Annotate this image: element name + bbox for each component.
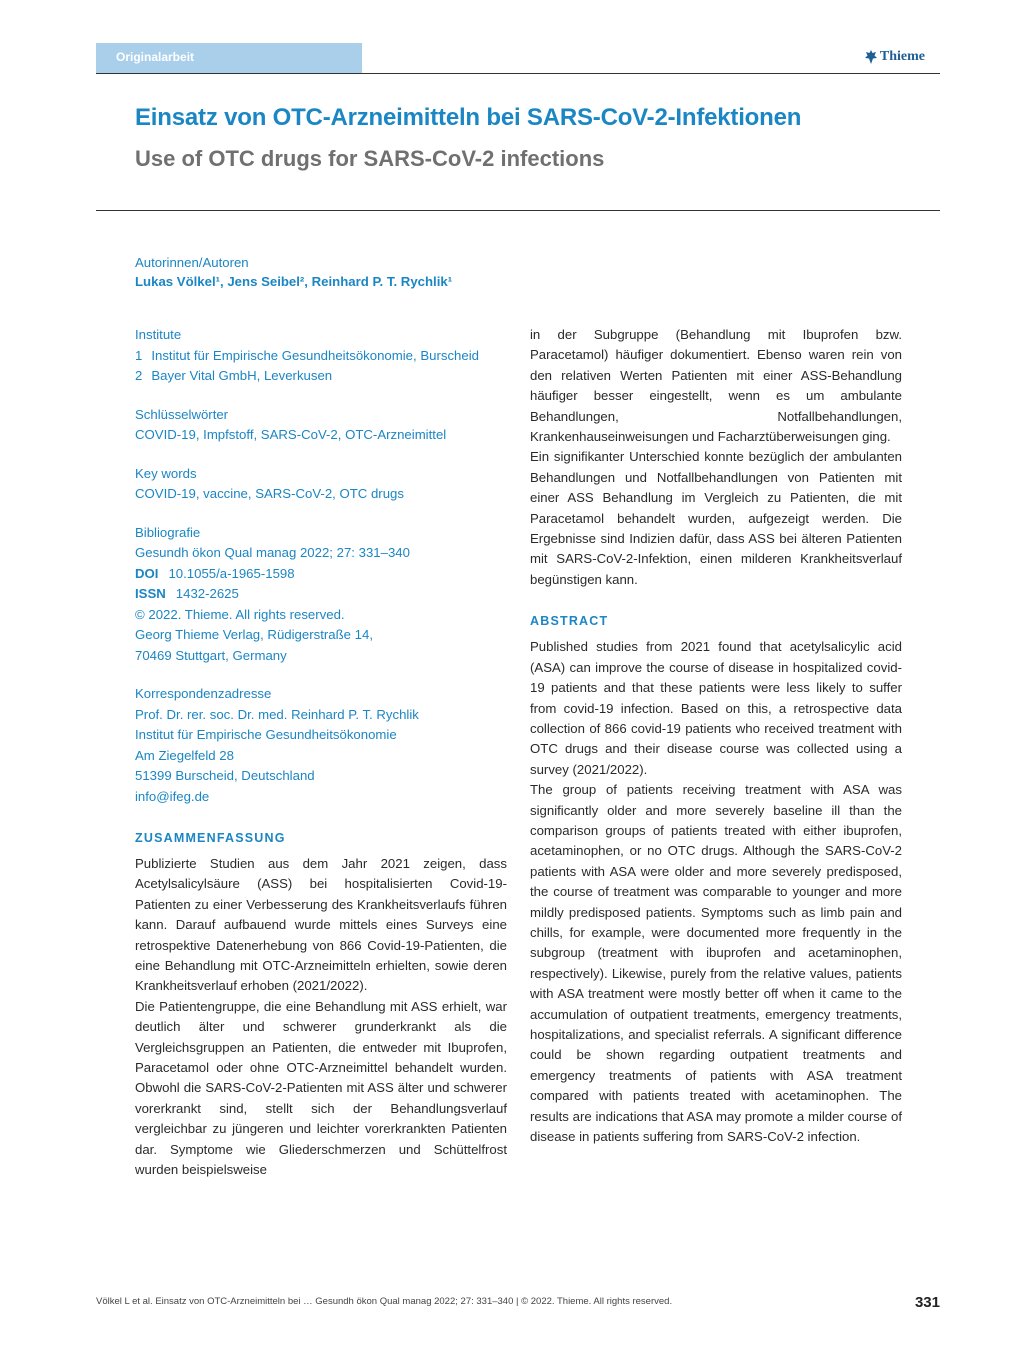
zusammenfassung-paragraph: in der Subgruppe (Behandlung mit Ibuprofen bzw. Paracetamol) häufiger dokumentiert. Ebenso waren rein von den relativen Werten Patienten mit einer ASS-Behandlung häufiger besser eingestellt, wenn es um ambulante Behandlungen, Notfallbehandlungen, Krankenhauseinweisungen und Facharztüberweisungen ging. [530,327,902,445]
institute-number: 1 [135,347,143,363]
doi-link[interactable]: 10.1055/a-1965-1598 [168,565,295,581]
top-rule [96,73,940,74]
page-number: 331 [914,1294,940,1311]
footer-citation: Völkel L et al. Einsatz von OTC-Arzneimitteln bei … Gesundh ökon Qual manag 2022; 27: 331–340 | © 2022. Thieme. All rights reserved. [96,1296,673,1307]
left-column [135,325,507,1181]
keywords-german-text: COVID-19, Impfstoff, SARS-CoV-2, OTC-Arzneimittel [135,427,447,442]
correspondence-line: Institut für Empirische Gesundheitsökonomie [135,727,397,742]
doi-line [135,564,507,585]
institute-text: Institut für Empirische Gesundheitsökonomie, Burscheid [151,347,479,363]
zusammenfassung-continued [530,325,902,590]
institute-item [135,346,507,367]
keywords-english-text: COVID-19, vaccine, SARS-CoV-2, OTC drugs [135,486,404,501]
correspondence-line: 51399 Burscheid, Deutschland [135,768,315,783]
zusammenfassung-paragraph: Publizierte Studien aus dem Jahr 2021 zeigen, dass Acetylsalicylsäure (ASS) bei hospitalisierten Covid-19-Patienten zu einer Verbesserung des Krankheitsverlaufs führen kann. Darauf aufbauend wurde mittels eines Surveys eine retrospektive Datenerhebung von 866 Covid-19-Patienten, die eine Behandlung mit OTC-Arzneimitteln erhielten, sowie deren Krankheitsverlauf erhoben (2021/2022). [135,856,507,994]
correspondence [135,684,507,807]
bibliography [135,523,507,667]
abstract-text [530,637,902,1147]
section-tag: Originalarbeit [96,43,362,74]
logo-text: Thieme [879,49,925,64]
correspondence-heading: Korrespondenzadresse [135,686,272,701]
journal-citation: Gesundh ökon Qual manag 2022; 27: 331–340 [135,545,410,560]
right-column [530,325,902,1147]
keywords-german-heading: Schlüsselwörter [135,406,229,422]
institutes [135,325,507,387]
issn-line [135,584,507,605]
abstract-heading: ABSTRACT [530,614,609,629]
zusammenfassung-paragraph: Die Patientengruppe, die eine Behandlung mit ASS erhielt, war deutlich älter und schwerer grunderkrankt als die Vergleichsgruppen an Patienten, die entweder mit Ibuprofen, Paracetamol oder ohne OTC-Arzneimittel behandelt wurden. Obwohl die SARS-CoV-2-Patienten mit ASS älter und schwerer vorerkrankt sind, stellt sich der Behandlungsverlauf vergleichbar zu jüngeren und leichter vorerkrankten Patienten dar. Symptome wie Gliederschmerzen und Schüttelfrost wurden beispielsweise [135,998,507,1178]
keywords-english-heading: Key words [135,465,197,481]
title-rule [96,210,940,211]
institute-number: 2 [135,368,143,383]
doi-label: DOI [135,565,159,581]
institute-item [135,366,507,387]
abstract-paragraph: Published studies from 2021 found that acetylsalicylic acid (ASA) can improve the course of disease in hospitalized covid-19 patients and that these patients were less likely to suffer from covid-19 infection. Based on this, a retrospective data collection of 866 covid-19 patients who received treatment with OTC drugs and their disease course was collected using a survey (2021/2022). [530,639,902,777]
keywords-german [135,405,507,446]
publisher-logo [865,49,925,65]
copyright: © 2022. Thieme. All rights reserved. [135,606,345,622]
abstract-paragraph: The group of patients receiving treatment with ASA was significantly older and more severely baseline ill than the comparison groups of patients treated with either ibuprofen, acetaminophen, or no OTC drugs. Although the SARS-CoV-2 patients with ASA were older and more severely predisposed, the course of treatment was comparable to younger and more mildly predisposed patients. Symptoms such as limb pain and chills, for example, were documented more frequently in the subgroup (treatment with ibuprofen and acetaminophen, respectively). Likewise, purely from the relative values, patients with ASA treatment were mostly better off when it came to the accumulation of outpatient treatments, emergency treatments, hospitalizations, and specialist referrals. A significant difference could be shown regarding outpatient treatments and emergency treatments of patients with ASA treatment compared with patients treated with acetaminophen. The results are indications that ASA may promote a milder course of disease in patients suffering from SARS-CoV-2 infection. [530,782,902,1145]
publisher-city: 70469 Stuttgart, Germany [135,647,287,663]
zusammenfassung-text [135,854,507,1181]
institutes-heading: Institute [135,327,182,342]
keywords-english [135,464,507,505]
publisher-address: Georg Thieme Verlag, Rüdigerstraße 14, [135,627,373,642]
title-english: Use of OTC drugs for SARS-CoV-2 infections [135,146,605,171]
title-german: Einsatz von OTC-Arzneimitteln bei SARS-CoV-2-Infektionen [135,104,802,131]
institute-text: Bayer Vital GmbH, Leverkusen [151,368,333,383]
correspondence-line: Prof. Dr. rer. soc. Dr. med. Reinhard P. T. Rychlik [135,706,419,722]
correspondence-line: Am Ziegelfeld 28 [135,747,234,763]
authors-names: Lukas Völkel¹, Jens Seibel², Reinhard P. T. Rychlik¹ [135,274,453,289]
zusammenfassung-paragraph: Ein signifikanter Unterschied konnte bezüglich der ambulanten Behandlungen und Notfallbehandlungen von Patienten mit einer ASS Behandlung im Vergleich zu Patienten, die mit Paracetamol behandelt wurden, aufgezeigt werden. Die Ergebnisse sind Indizien dafür, dass ASS bei älteren Patienten mit SARS-CoV-2-Infektion, einen milderen Krankheitsverlauf begünstigen kann. [530,449,902,587]
zusammenfassung-heading: ZUSAMMENFASSUNG [135,831,286,845]
bibliography-heading: Bibliografie [135,524,201,540]
correspondence-email[interactable]: info@ifeg.de [135,788,210,804]
issn-label: ISSN [135,586,166,601]
authors-block [135,253,452,291]
thieme-emblem-icon [865,50,877,64]
authors-label: Autorinnen/Autoren [135,255,249,270]
issn-value: 1432-2625 [175,586,239,601]
